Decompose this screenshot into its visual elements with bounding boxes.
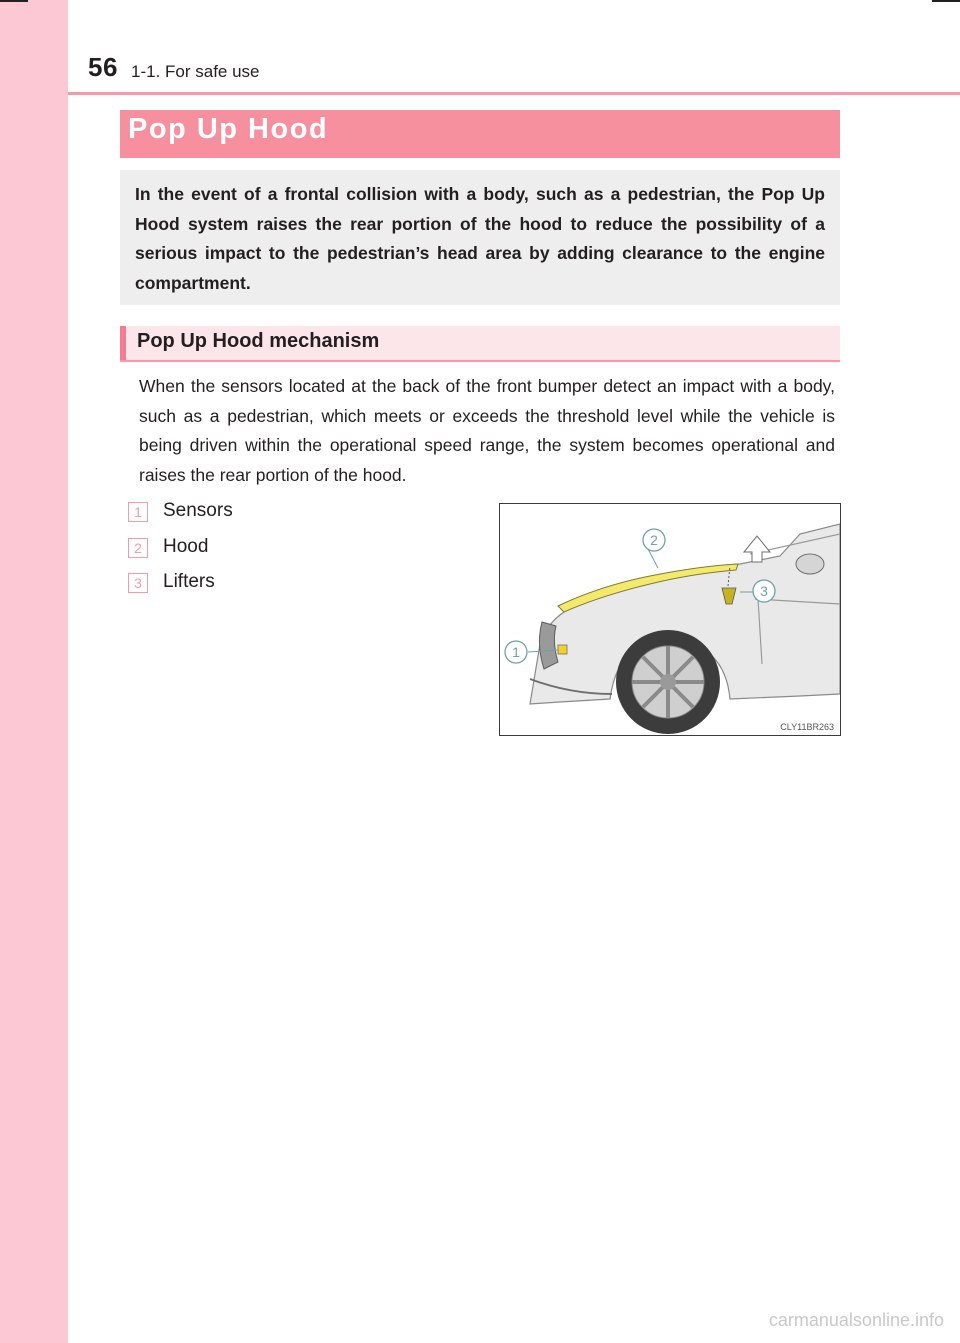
- intro-text: In the event of a frontal collision with a body, such as a pedestrian, the Pop Up Hood system raises the rear portion of the hood to reduce the possibility of a serious impact to the pedestrian’s head area by adding clearance to the engine compartment.: [135, 184, 825, 293]
- car-illustration: [499, 503, 841, 736]
- callout-label-3: 3: [760, 583, 768, 599]
- subheading-accent: [120, 326, 126, 360]
- watermark: carmanualsonline.info: [768, 1310, 944, 1330]
- crop-mark-right: [932, 0, 960, 2]
- callout-label-1: 1: [512, 644, 520, 660]
- legend-number: 2: [128, 538, 148, 558]
- page-title-bar: [120, 110, 840, 158]
- side-mirror: [796, 554, 824, 574]
- figure-code: CLY11BR263: [780, 722, 834, 732]
- section-label: 1-1. For safe use: [131, 62, 260, 81]
- subheading-title: Pop Up Hood mechanism: [137, 330, 380, 352]
- callout-label-2: 2: [650, 532, 658, 548]
- left-margin-band: [0, 0, 68, 1343]
- legend-label: Lifters: [163, 571, 215, 592]
- legend-number: 3: [128, 573, 148, 593]
- callout-leader-2: [648, 549, 658, 568]
- page-title: Pop Up Hood: [128, 113, 329, 145]
- sensor-marker: [558, 645, 567, 654]
- header-divider: [68, 92, 960, 95]
- raise-arrow-icon: [744, 536, 770, 562]
- wheel-hub: [660, 674, 676, 690]
- car-drawing: [500, 504, 840, 735]
- legend-number: 1: [128, 502, 148, 522]
- intro-box: [120, 170, 840, 305]
- body-paragraph: When the sensors located at the back of the front bumper detect an impact with a body, such as a pedestrian, which meets or exceeds the threshold level while the vehicle is being driven within the operational speed range, the system becomes operational and raises the rear portion of the hood.: [139, 376, 835, 485]
- crop-mark-left: [0, 0, 28, 2]
- legend-label: Sensors: [163, 500, 233, 521]
- subheading-bar: [120, 326, 840, 362]
- legend-label: Hood: [163, 536, 209, 557]
- page-number: 56: [88, 52, 118, 82]
